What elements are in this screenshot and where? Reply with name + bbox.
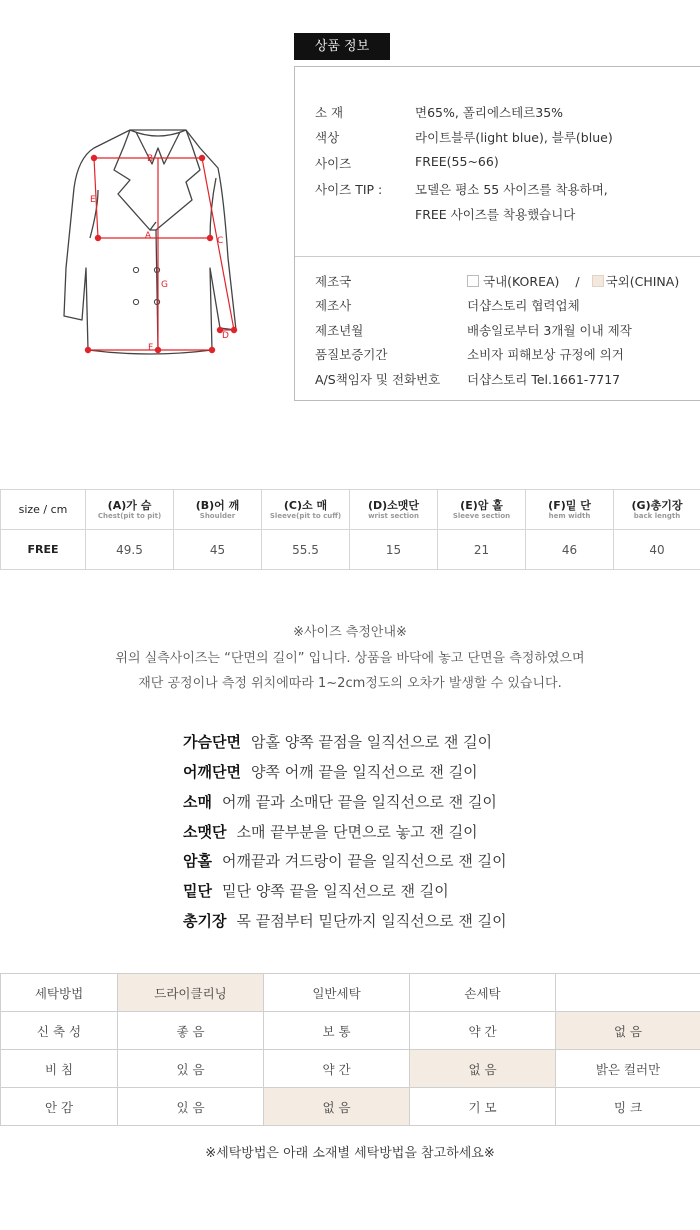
label-g: G: [161, 280, 168, 290]
care-lining-brushed: 기 모: [410, 1088, 556, 1126]
label-e: E: [90, 195, 96, 205]
definition-item: 총기장 목 끝점부터 밑단까지 일직선으로 잰 길이: [183, 912, 507, 930]
care-row-stretch: [1, 1012, 700, 1050]
size-value-wrist: 15: [350, 530, 438, 570]
care-sheer-yes: 있 음: [118, 1050, 264, 1088]
care-method-normal: 일반세탁: [264, 974, 410, 1012]
china-checkbox: [592, 275, 604, 287]
size-tip-line2: FREE 사이즈를 착용했습니다: [415, 207, 576, 222]
size-table: [0, 489, 700, 570]
care-sheer-light-color: 밝은 컬러만: [556, 1050, 700, 1088]
care-footer-note: ※세탁방법은 아래 소재별 세탁방법을 참고하세요※: [205, 1146, 495, 1161]
size-table-row: [1, 530, 700, 570]
label-d: D: [222, 331, 229, 341]
size-col-sleeve: (C)소 매 Sleeve(pit to cuff): [262, 490, 350, 530]
care-sheer-slight: 약 간: [264, 1050, 410, 1088]
country-options: [467, 272, 679, 290]
country-china: 국외(CHINA): [605, 274, 680, 289]
date-value: 배송일로부터 3개월 이내 제작: [467, 323, 632, 338]
size-value-shoulder: 45: [174, 530, 262, 570]
as-label: A/S책임자 및 전화번호: [315, 372, 441, 387]
size-tip-label: 사이즈 TIP :: [315, 182, 383, 197]
label-f: F: [148, 343, 154, 353]
warranty-label: 품질보증기간: [315, 347, 388, 362]
care-table: [0, 973, 700, 1126]
country-separator: /: [575, 274, 580, 289]
size-value: FREE(55~66): [415, 154, 499, 169]
care-stretch-normal: 보 통: [264, 1012, 410, 1050]
care-method-dryclean: 드라이클리닝: [118, 974, 264, 1012]
as-value: 더샵스토리 Tel.1661-7717: [467, 372, 621, 387]
care-row-sheer: [1, 1050, 700, 1088]
size-col-length: (G)총기장 back length: [614, 490, 700, 530]
korea-checkbox: [467, 275, 479, 287]
measurement-lines: [85, 155, 236, 352]
size-col-chest: (A)가 슴 Chest(pit to pit): [86, 490, 174, 530]
label-c: C: [217, 236, 224, 246]
size-col-hem: (F)밑 단 hem width: [526, 490, 614, 530]
country-label: 제조국: [315, 274, 352, 289]
label-b: B: [147, 154, 154, 164]
care-row-method: [1, 974, 700, 1012]
size-tip-line1: 모델은 평소 55 사이즈를 착용하며,: [415, 182, 608, 197]
maker-value: 더샵스토리 협력업체: [467, 298, 580, 313]
button-icon: [133, 299, 138, 304]
care-stretch-slight: 약 간: [410, 1012, 556, 1050]
size-label: 사이즈: [315, 156, 352, 171]
definition-item: 어깨단면 양쪽 어깨 끝을 일직선으로 잰 길이: [183, 763, 478, 781]
maker-label: 제조사: [315, 298, 352, 313]
product-info-tag: 상품 정보: [294, 33, 390, 60]
size-note-title: ※사이즈 측정안내※: [293, 625, 407, 640]
care-lining-yes: 있 음: [118, 1088, 264, 1126]
color-label: 색상: [315, 130, 340, 145]
country-korea: 국내(KOREA): [483, 274, 560, 289]
care-label-sheer: 비 침: [1, 1050, 118, 1088]
size-value-chest: 49.5: [86, 530, 174, 570]
care-label-stretch: 신 축 성: [1, 1012, 118, 1050]
label-a: A: [144, 231, 151, 241]
size-note-line2: 재단 공정이나 측정 위치에따라 1~2cm정도의 오차가 발생할 수 있습니다.: [138, 676, 562, 691]
button-icon: [133, 267, 138, 272]
size-value-hem: 46: [526, 530, 614, 570]
size-row-label: FREE: [1, 530, 86, 570]
material-value: 면65%, 폴리에스테르35%: [415, 105, 564, 120]
definition-item: 가슴단면 암홀 양쪽 끝점을 일직선으로 잰 길이: [183, 733, 493, 751]
size-table-header: [1, 490, 700, 530]
definition-item: 소맷단 소매 끝부분을 단면으로 놓고 잰 길이: [183, 823, 478, 841]
care-stretch-none: 없 음: [556, 1012, 700, 1050]
size-col-wrist: (D)소맷단 wrist section: [350, 490, 438, 530]
warranty-value: 소비자 피해보상 규정에 의거: [467, 347, 624, 362]
care-lining-none: 없 음: [264, 1088, 410, 1126]
care-label-method: 세탁방법: [1, 974, 118, 1012]
definition-item: 암홀 어깨끝과 겨드랑이 끝을 일직선으로 잰 길이: [183, 852, 507, 870]
color-value: 라이트블루(light blue), 블루(blue): [415, 130, 613, 145]
care-method-empty: [556, 974, 700, 1012]
jacket-buttons: [133, 267, 159, 304]
size-col-shoulder: (B)어 깨 Shoulder: [174, 490, 262, 530]
care-lining-mink: 밍 크: [556, 1088, 700, 1126]
definition-item: 밑단 밑단 양쪽 끝을 일직선으로 잰 길이: [183, 882, 449, 900]
size-value-length: 40: [614, 530, 700, 570]
measurement-labels: [90, 154, 229, 353]
info-divider: [295, 256, 700, 257]
product-info-box: [294, 66, 700, 401]
care-stretch-good: 좋 음: [118, 1012, 264, 1050]
material-label: 소 재: [315, 105, 344, 120]
definition-item: 소매 어깨 끝과 소매단 끝을 일직선으로 잰 길이: [183, 793, 497, 811]
care-row-lining: [1, 1088, 700, 1126]
date-label: 제조년월: [315, 323, 364, 338]
size-header-label: size / cm: [1, 490, 86, 530]
size-value-sleeve: 55.5: [262, 530, 350, 570]
size-note-line1: 위의 실측사이즈는 “단면의 길이” 입니다. 상품을 바닥에 놓고 단면을 측정하였으며: [115, 651, 585, 666]
care-method-hand: 손세탁: [410, 974, 556, 1012]
size-col-armhole: (E)암 홀 Sleeve section: [438, 490, 526, 530]
jacket-diagram: [60, 118, 260, 363]
care-sheer-none: 없 음: [410, 1050, 556, 1088]
care-label-lining: 안 감: [1, 1088, 118, 1126]
size-value-armhole: 21: [438, 530, 526, 570]
